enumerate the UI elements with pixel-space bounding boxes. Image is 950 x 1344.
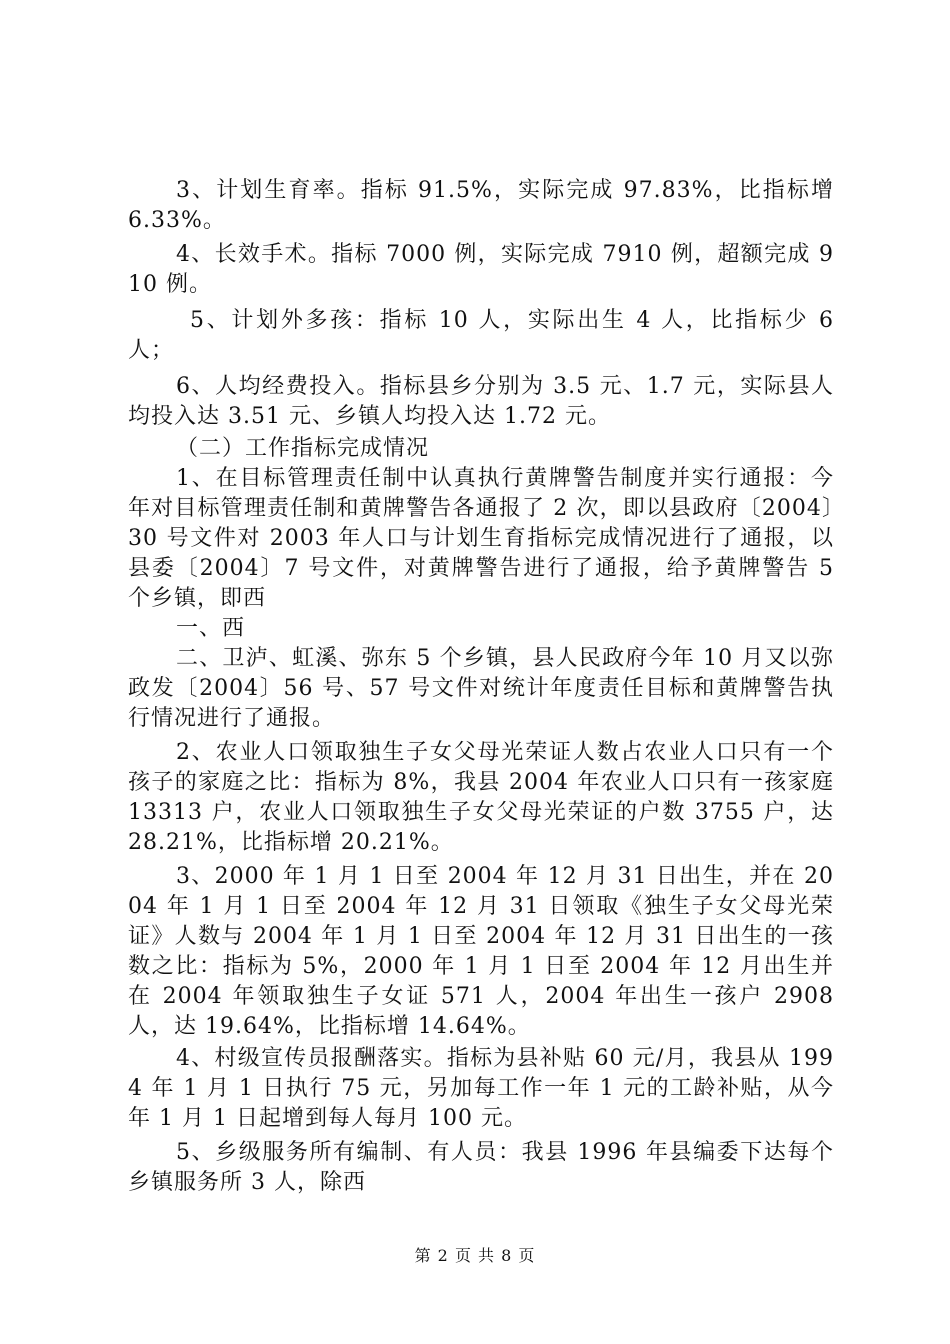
paragraph-long-term-surgery: 4、长效手术。指标 7000 例，实际完成 7910 例，超额完成 910 例。 bbox=[128, 242, 834, 297]
page-number-footer: 第 2 页 共 8 页 bbox=[414, 1246, 536, 1265]
paragraph-unplanned-births: 5、计划外多孩：指标 10 人，实际出生 4 人，比指标少 6 人； bbox=[128, 308, 834, 363]
paragraph-birth-rate: 3、计划生育率。指标 91.5%，实际完成 97.83%，比指标增 6.33%。 bbox=[128, 178, 834, 233]
paragraph-only-child-certificate: 3、2000 年 1 月 1 日至 2004 年 12 月 31 日出生，并在 2004 年 1 月 1 日至 2004 年 12 月 31 日领取《独生子女父母光荣证》人数与 2004 年 1 月 1 日至 2004 年 12 月 31 日出生的一孩数之比：指标为 5%，2000 年 1 月 1 日至 2004 年 12 月出生并在 2004 年领取独生子女证 571 人，2004 年出生一孩户 2908 人，达 19.64%，比指标增 14.64%。 bbox=[128, 864, 834, 1039]
paragraph-yellow-card-warning: 1、在目标管理责任制中认真执行黄牌警告制度并实行通报：今年对目标管理责任制和黄牌警告各通报了 2 次，即以县政府〔2004〕30 号文件对 2003 年人口与计划生育指标完成情况进行了通报，以县委〔2004〕7 号文件，对黄牌警告进行了通报，给予黄牌警告 5 个乡镇，即西 bbox=[128, 466, 834, 611]
paragraph-list-one: 一、西 bbox=[176, 616, 246, 641]
paragraph-township-service-staff: 5、乡级服务所有编制、有人员：我县 1996 年县编委下达每个乡镇服务所 3 人，除西 bbox=[128, 1140, 834, 1195]
paragraph-per-capita-funding: 6、人均经费投入。指标县乡分别为 3.5 元、1.7 元，实际县人均投入达 3.51 元、乡镇人均投入达 1.72 元。 bbox=[128, 374, 834, 429]
document-body bbox=[128, 176, 834, 1198]
section-heading-work-indicators: （二）工作指标完成情况 bbox=[176, 436, 430, 461]
paragraph-list-two: 二、卫泸、虹溪、弥东 5 个乡镇，县人民政府今年 10 月又以弥政发〔2004〕56 号、57 号文件对统计年度责任目标和黄牌警告执行情况进行了通报。 bbox=[128, 646, 834, 731]
paragraph-honor-certificate-ratio: 2、农业人口领取独生子女父母光荣证人数占农业人口只有一个孩子的家庭之比：指标为 8%，我县 2004 年农业人口只有一孩家庭 13313 户，农业人口领取独生子女父母光荣证的户数 3755 户，达 28.21%，比指标增 20.21%。 bbox=[128, 740, 834, 855]
paragraph-village-publicist-pay: 4、村级宣传员报酬落实。指标为县补贴 60 元/月，我县从 1994 年 1 月 1 日执行 75 元，另加每工作一年 1 元的工龄补贴，从今年 1 月 1 日起增到每人每月 100 元。 bbox=[128, 1046, 834, 1131]
